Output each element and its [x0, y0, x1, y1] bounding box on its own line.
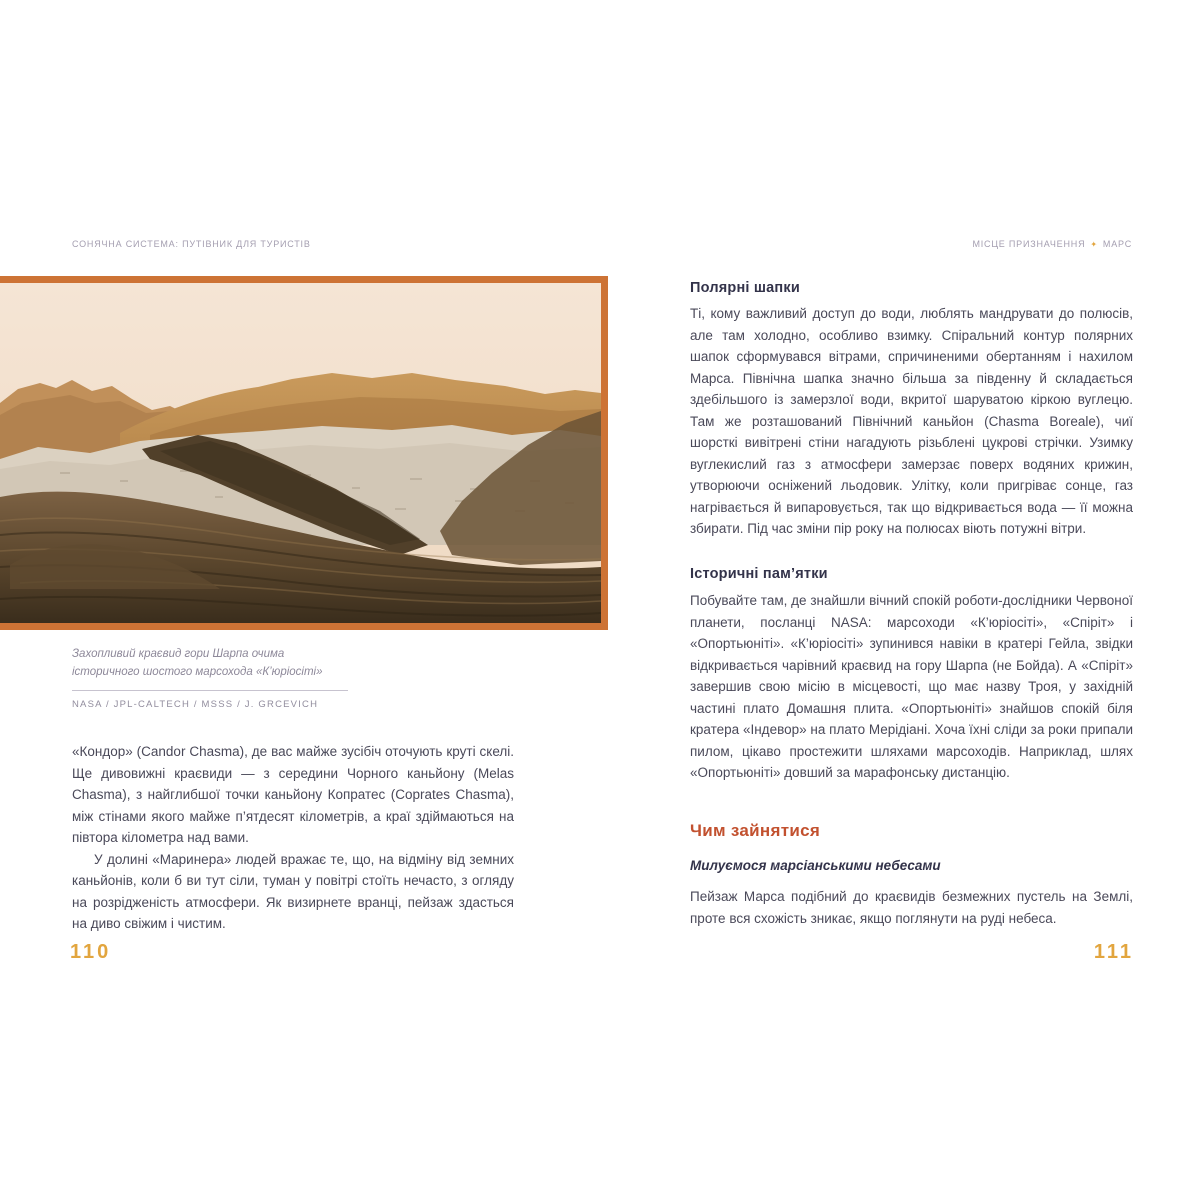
photo-caption-line1: Захопливий краєвид гори Шарпа очима: [72, 648, 285, 660]
left-paragraph-2: У долині «Маринера» людей вражає те, що, на відміну від земних каньйонів, коли б ви тут сіли, туман у повітрі стоїть нечасто, з огляду на розрідженість атмосфери. Як визирнете вранці, пейзаж здасться на диво свіжим і чистим.: [72, 851, 514, 931]
running-head-right-topic: МАРС: [1102, 239, 1132, 249]
photo-caption-line2: історичного шостого марсохода «К’юріосіті»: [72, 666, 323, 678]
page-number-right: 111: [1093, 941, 1134, 963]
caption-divider: [72, 690, 348, 691]
diamond-icon: ✦: [1090, 240, 1098, 249]
section-text-polar-caps: Ті, кому важливий доступ до води, люблять мандрувати до полюсів, але там холодно, особливо взимку. Спіральний контур полярних шапок сформувався вітрами, спричиненими обертанням і нахилом Марса. Північна шапка значно більша за південну й складається здебільшого із замерзлої води, вкритої шаруватою кіркою вуглецю. Там же розташований Північний каньйон (Chasma Boreale), чиї шорсткі вивітрені стіни нагадують різьблені цукрові стрічки. Узимку вуглекислий газ з атмосфери замерзає поверх водяних крижин, утворюючи осніжений льодовик. Улітку, коли пригріває сонце, газ нагрівається й випаровується, так що відкривається вода — її можна збирати. Під час зміни пір року на полюсах віють потужні вітри.: [690, 306, 1133, 536]
page-number-left: 110: [70, 941, 112, 963]
running-head-right: [972, 239, 1132, 249]
section-text-historic-landmarks: Побувайте там, де знайшли вічний спокій роботи-дослідники Червоної планети, посланці NASA: марсоходи «К’юріосіті», «Спіріт» і «Опортьюніті». «К’юріосіті» зупинився навіки в кратері Гейла, звідки відкривається чарівний краєвид на гору Шарпа (не Бойда). А «Спіріт» завершив свою місію в місцевості, що має назву Троя, у західній частині плато Домашня плита. «Опортьюніті» знайшов спокій біля кратера «Індевор» на плато Мерідіані. Хоча їхні сліди за роки припали пилом, цікаво простежити шляхами марсоходів. Наприклад, шлях «Опортьюніті» довший за марафонську дистанцію.: [690, 593, 1133, 780]
subheading-martian-skies: Милуємося марсіанськими небесами: [690, 858, 941, 873]
mars-photo-frame: [0, 276, 608, 630]
section-heading-historic-landmarks: Історичні пам’ятки: [690, 566, 828, 582]
photo-caption: [72, 645, 492, 681]
running-head-left: СОНЯЧНА СИСТЕМА: ПУТІВНИК ДЛЯ ТУРИСТІВ: [72, 239, 311, 249]
left-page-body: [72, 741, 514, 935]
mars-photo: [0, 283, 601, 623]
photo-credits: NASA / JPL-CALTECH / MSSS / J. GRCEVICH: [72, 699, 319, 710]
running-head-right-label: МІСЦЕ ПРИЗНАЧЕННЯ: [972, 239, 1086, 249]
left-paragraph-1: «Кондор» (Candor Chasma), де вас майже зусібіч оточують круті скелі. Ще дивовижні краєвиди — з середини Чорного каньйону (Melas Chasma), з найглибшої точки каньйону Копратес (Coprates Chasma), між стінами якого майже п’ятдесят кілометрів, а краї здіймаються на півтора кілометра над вами.: [72, 744, 514, 845]
section-heading-what-to-do: Чим зайнятися: [690, 821, 821, 840]
section-text-martian-skies: Пейзаж Марса подібний до краєвидів безмежних пустель на Землі, проте вся схожість зникає, якщо поглянути на руді небеса.: [690, 889, 1133, 926]
section-heading-polar-caps: Полярні шапки: [690, 280, 800, 296]
